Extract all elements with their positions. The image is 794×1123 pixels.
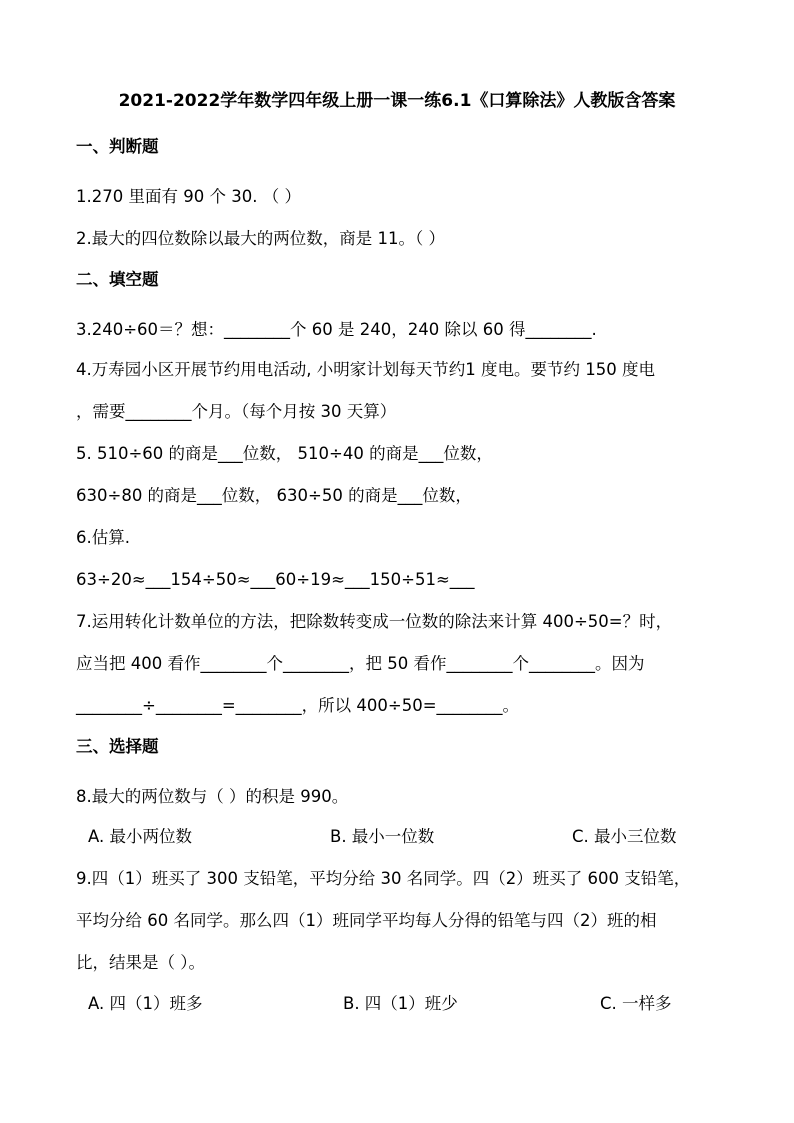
question-8-stem: 8.最大的两位数与（ ）的积是 990。 — [76, 787, 349, 806]
question-8-option-c: C. 最小三位数 — [572, 827, 677, 846]
question-6-estimates: 63÷20≈___154÷50≈___60÷19≈___150÷51≈___ — [76, 570, 475, 589]
page-title: 2021-2022学年数学四年级上册一课一练6.1《口算除法》人教版含答案 — [118, 91, 676, 111]
section-heading-fill-blank: 二、填空题 — [76, 270, 159, 289]
question-4-line-1: 4.万寿园小区开展节约用电活动, 小明家计划每天节约1 度电。要节约 150 度电 — [76, 360, 655, 379]
question-7-line-2: 应当把 400 看作________个________，把 50 看作________个________。因为 — [76, 654, 645, 673]
question-7-line-1: 7.运用转化计数单位的方法，把除数转变成一位数的除法来计算 400÷50=？时， — [76, 612, 673, 631]
section-heading-judgment: 一、判断题 — [76, 137, 159, 156]
question-8-option-a: A. 最小两位数 — [88, 827, 192, 846]
question-8-option-b: B. 最小一位数 — [330, 827, 435, 846]
question-4-line-2: ，需要________个月。（每个月按 30 天算） — [76, 402, 397, 421]
question-7-line-3: ________÷________=________，所以 400÷50=________。 — [76, 696, 520, 715]
question-5-line-2: 630÷80 的商是___位数， 630÷50 的商是___位数， — [76, 486, 472, 505]
question-9-option-a: A. 四（1）班多 — [88, 994, 203, 1013]
question-9-option-b: B. 四（1）班少 — [343, 994, 458, 1013]
question-1: 1.270 里面有 90 个 30. （ ） — [76, 187, 301, 206]
question-3: 3.240÷60＝？想：________个 60 是 240，240 除以 60 得________. — [76, 320, 597, 339]
question-5-line-1: 5. 510÷60 的商是___位数， 510÷40 的商是___位数， — [76, 444, 493, 463]
question-9-stem-line-2: 平均分给 60 名同学。那么四（1）班同学平均每人分得的铅笔与四（2）班的相 — [76, 911, 657, 930]
question-9-stem-line-3: 比，结果是（ ）。 — [76, 953, 205, 972]
question-6-heading: 6.估算. — [76, 528, 130, 547]
section-heading-multiple-choice: 三、选择题 — [76, 737, 159, 756]
question-9-option-c: C. 一样多 — [600, 994, 672, 1013]
question-2: 2.最大的四位数除以最大的两位数，商是 11。（ ） — [76, 229, 445, 248]
question-9-stem-line-1: 9.四（1）班买了 300 支铅笔，平均分给 30 名同学。四（2）班买了 600 支铅笔， — [76, 869, 691, 888]
